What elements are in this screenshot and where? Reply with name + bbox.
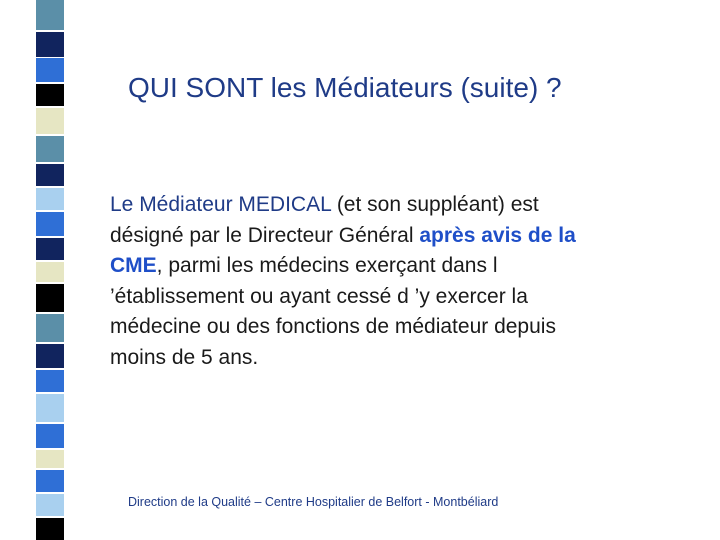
stripe-square <box>36 284 64 312</box>
stripe-square <box>36 314 64 342</box>
stripe-square <box>36 262 64 282</box>
stripe-square <box>36 32 64 57</box>
stripe-square <box>36 0 64 30</box>
body-highlight-cme: après avis de la CME <box>110 223 576 277</box>
slide-body-text <box>110 190 610 373</box>
stripe-square <box>36 370 64 392</box>
stripe-square <box>36 136 64 162</box>
stripe-square <box>36 164 64 186</box>
stripe-square <box>36 344 64 368</box>
stripe-square <box>36 188 64 210</box>
decorative-color-stripe <box>0 0 68 540</box>
stripe-square <box>36 518 64 540</box>
body-text-segment: , parmi les médecins exerçant dans l ’établissement ou ayant cessé d ’y exercer la médecine ou des fonctions de médiateur depuis moins de 5 ans. <box>110 254 556 369</box>
slide-title: QUI SONT les Médiateurs (suite) ? <box>128 72 562 103</box>
stripe-square <box>36 84 64 106</box>
stripe-square <box>36 394 64 422</box>
body-highlight-mediator: Le Médiateur MEDICAL <box>110 193 331 216</box>
stripe-square <box>36 58 64 82</box>
stripe-square <box>36 494 64 516</box>
stripe-square <box>36 238 64 260</box>
body-text-segment: (et son suppléant) est désigné par le Directeur Général <box>110 193 539 247</box>
stripe-square <box>36 450 64 468</box>
stripe-square <box>36 108 64 134</box>
stripe-square <box>36 424 64 448</box>
stripe-square <box>36 470 64 492</box>
slide-footer: Direction de la Qualité – Centre Hospitalier de Belfort - Montbéliard <box>128 495 499 509</box>
stripe-square <box>36 212 64 236</box>
